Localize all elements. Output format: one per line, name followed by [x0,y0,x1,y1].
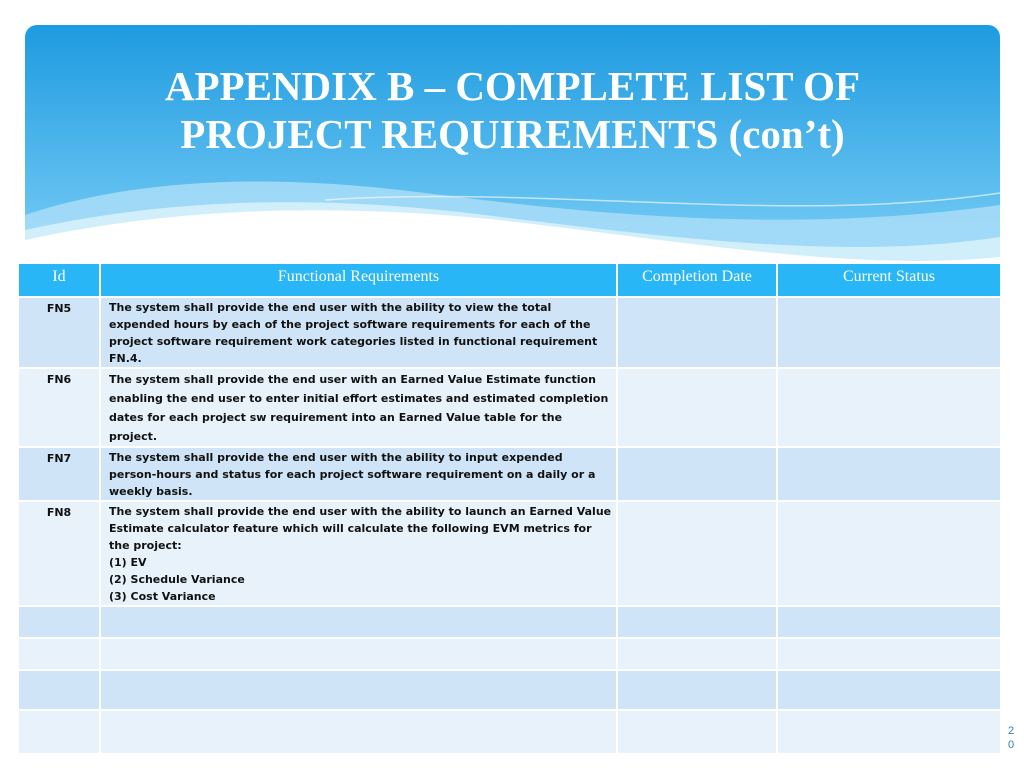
empty-cell [18,670,100,710]
metric-item-cost-variance: (3) Cost Variance [109,590,216,603]
page-number-line-1: 2 [1007,725,1015,737]
empty-cell [100,606,617,638]
empty-cell [777,670,1001,710]
empty-cell [777,710,1001,754]
empty-cell [100,670,617,710]
requirement-id: FN5 [18,297,100,368]
slide-title [25,62,1000,158]
current-status-cell [777,297,1001,368]
requirement-text: The system shall provide the end user with an Earned Value Estimate function enabling the end user to enter initial effort estimates and estimated completion dates for each project sw requirement into an Earned Value table for the project. [100,368,617,447]
completion-date-cell [617,368,777,447]
empty-cell [777,606,1001,638]
current-status-cell [777,447,1001,501]
requirement-text: The system shall provide the end user with the ability to view the total expended hours by each of the project software requirements for each of the project software requirement work categories listed in functional requirement FN.4. [100,297,617,368]
empty-cell [100,710,617,754]
empty-cell [18,638,100,670]
table-row [18,501,1001,606]
column-header-requirements: Functional Requirements [100,263,617,297]
metric-item-schedule-variance: (2) Schedule Variance [109,573,245,586]
empty-cell [18,606,100,638]
completion-date-cell [617,447,777,501]
slide-title-line-1: APPENDIX B – COMPLETE LIST OF [164,63,861,109]
completion-date-cell [617,297,777,368]
requirement-text: The system shall provide the end user with the ability to input expended person-hours and status for each project software requirement on a daily or a weekly basis. [100,447,617,501]
requirement-text: The system shall provide the end user with the ability to launch an Earned Value Estimate calculator feature which will calculate the following EVM metrics for the project: [109,505,612,552]
empty-table-row [18,710,1001,754]
requirements-table [17,262,1002,755]
table-row [18,368,1001,447]
column-header-completion-date: Completion Date [617,263,777,297]
completion-date-cell [617,501,777,606]
page-number-line-2: 0 [1007,739,1015,751]
empty-cell [18,710,100,754]
empty-cell [617,670,777,710]
requirement-text-block [100,501,617,606]
table-header-row [18,263,1001,297]
requirement-id: FN8 [18,501,100,606]
metric-item-ev: (1) EV [109,556,147,569]
empty-cell [777,638,1001,670]
empty-cell [617,606,777,638]
column-header-current-status: Current Status [777,263,1001,297]
empty-table-row [18,638,1001,670]
slide-title-line-2: PROJECT REQUIREMENTS (con’t) [180,111,845,157]
empty-table-row [18,606,1001,638]
column-header-id: Id [18,263,100,297]
current-status-cell [777,501,1001,606]
empty-cell [617,710,777,754]
table-row [18,297,1001,368]
page-number [1004,724,1018,752]
empty-table-row [18,670,1001,710]
empty-cell [617,638,777,670]
table-row [18,447,1001,501]
requirement-id: FN6 [18,368,100,447]
current-status-cell [777,368,1001,447]
requirement-id: FN7 [18,447,100,501]
empty-cell [100,638,617,670]
